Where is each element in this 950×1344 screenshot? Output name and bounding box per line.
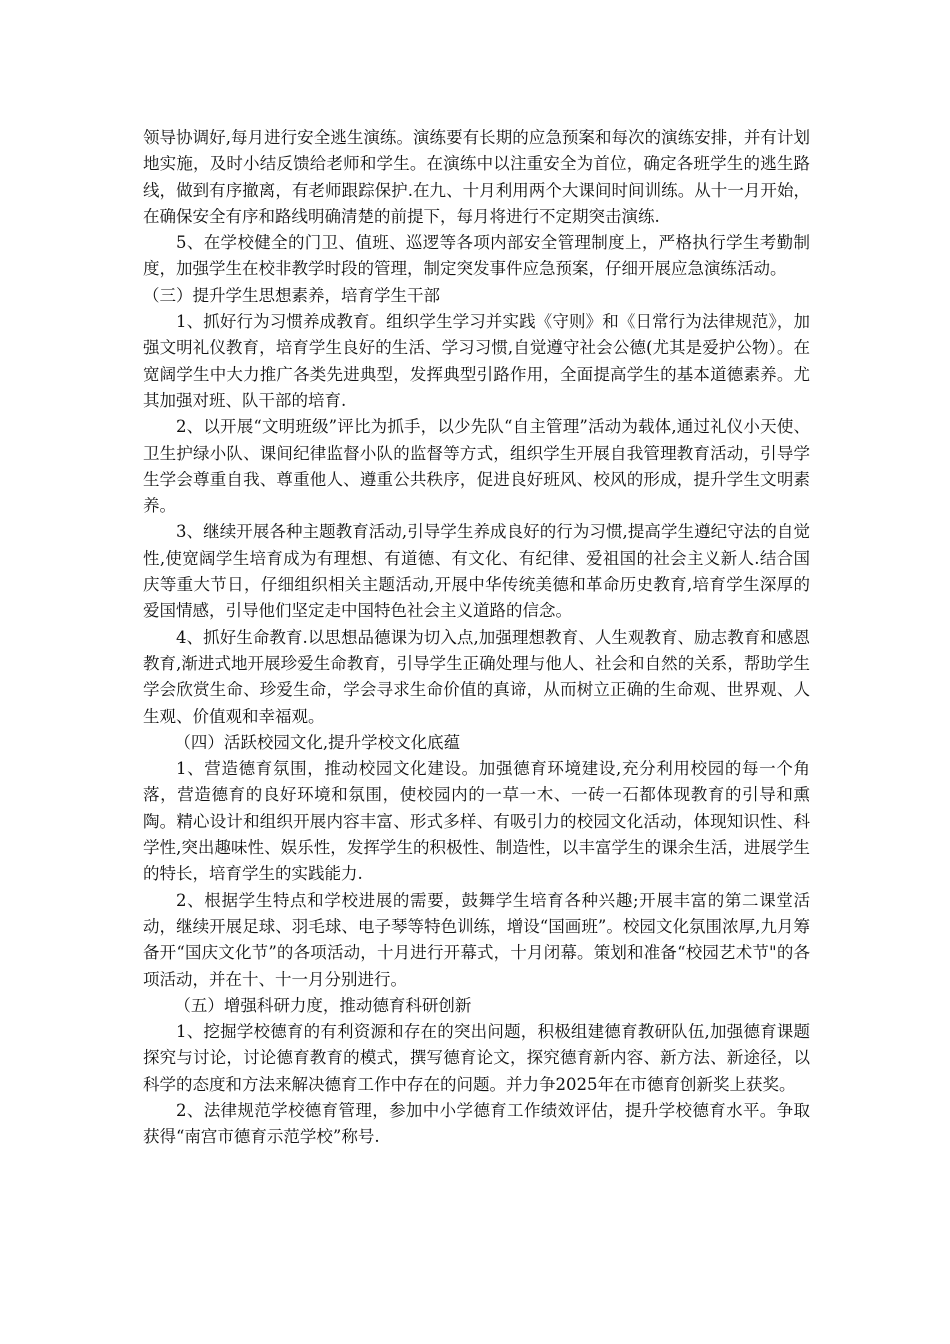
document-body xyxy=(143,125,810,1151)
paragraph-item-3-theme-education: 3、继续开展各种主题教育活动,引导学生养成良好的行为习惯,提高学生遵纪守法的自觉性,使宽阔学生培育成为有理想、有道德、有文化、有纪律、爱祖国的社会主义新人.结合国庆等重大节日，仔细组织相关主题活动,开展中华传统美德和革命历史教育,培育学生深厚的爱国情感，引导他们坚定走中国特色社会主义道路的信念。 xyxy=(143,522,810,621)
section-heading-5: （五）增强科研力度，推动德育科研创新 xyxy=(174,995,472,1015)
paragraph-item-4-life-education: 4、抓好生命教育.以思想品德课为切入点,加强理想教育、人生观教育、励志教育和感恩教育,渐进式地开展珍爱生命教育，引导学生正确处理与他人、社会和自然的关系，帮助学生学会欣赏生命、珍爱生命，学会寻求生命价值的真谛，从而树立正确的生命观、世界观、人生观、价值观和幸福观。 xyxy=(143,627,810,726)
paragraph-item-2-interests: 2、根据学生特点和学校进展的需要，鼓舞学生培育各种兴趣;开展丰富的第二课堂活动，继续开展足球、羽毛球、电子琴等特色训练，增设“国画班”。校园文化氛围浓厚,九月筹备开“国庆文化节”的各项活动，十月进行开幕式，十月闭幕。策划和准备“校园艺术节"的各项活动，并在十、十一月分别进行。 xyxy=(143,890,810,989)
paragraph-item-2-management: 2、法律规范学校德育管理，参加中小学德育工作绩效评估，提升学校德育水平。争取获得“南宫市德育示范学校”称号. xyxy=(143,1100,810,1147)
paragraph-item-1-research: 1、挖掘学校德育的有利资源和存在的突出问题，积极组建德育教研队伍,加强德育课题探究与讨论，讨论德育教育的模式，撰写德育论文，探究德育新内容、新方法、新途径，以科学的态度和方法来解决德育工作中存在的问题。并力争2025年在市德育创新奖上获奖。 xyxy=(143,1022,810,1094)
section-heading-4: （四）活跃校园文化,提升学校文化底蕴 xyxy=(174,732,461,752)
section-heading-3: （三）提升学生思想素养，培育学生干部 xyxy=(143,285,440,305)
paragraph-item-1-behavior: 1、抓好行为习惯养成教育。组织学生学习并实践《守则》和《日常行为法律规范》，加强文明礼仪教育，培育学生良好的生活、学习习惯,自觉遵守社会公德(尤其是爱护公物）。在宽阔学生中大力推广各类先进典型，发挥典型引路作用，全面提高学生的基本道德素养。尤其加强对班、队干部的培育. xyxy=(143,312,810,410)
paragraph-item-5-security: 5、在学校健全的门卫、值班、巡逻等各项内部安全管理制度上，严格执行学生考勤制度，加强学生在校非教学时段的管理，制定突发事件应急预案，仔细开展应急演练活动。 xyxy=(143,233,810,279)
paragraph-item-2-civilized-class: 2、以开展“文明班级”评比为抓手，以少先队“自主管理”活动为载体,通过礼仪小天使、卫生护绿小队、课间纪律监督小队的监督等方式，组织学生开展自我管理教育活动，引导学生学会尊重自我、尊重他人、遵重公共秩序，促进良好班风、校风的形成，提升学生文明素养。 xyxy=(143,417,810,516)
paragraph-drill-plan: 领导协调好,每月进行安全逃生演练。演练要有长期的应急预案和每次的演练安排，并有计划地实施，及时小结反馈给老师和学生。在演练中以注重安全为首位，确定各班学生的逃生路线，做到有序撤离，有老师跟踪保护.在九、十月利用两个大课间时间训练。从十一月开始，在确保安全有序和路线明确清楚的前提下，每月将进行不定期突击演练. xyxy=(143,128,810,226)
paragraph-item-1-campus-culture: 1、营造德育氛围，推动校园文化建设。加强德育环境建设,充分利用校园的每一个角落，营造德育的良好环境和氛围，使校园内的一草一木、一砖一石都体现教育的引导和熏陶。精心设计和组织开展内容丰富、形式多样、有吸引力的校园文化活动，体现知识性、科学性,突出趣味性、娱乐性，发挥学生的积极性、制造性，以丰富学生的课余生活，进展学生的特长，培育学生的实践能力. xyxy=(143,759,810,884)
